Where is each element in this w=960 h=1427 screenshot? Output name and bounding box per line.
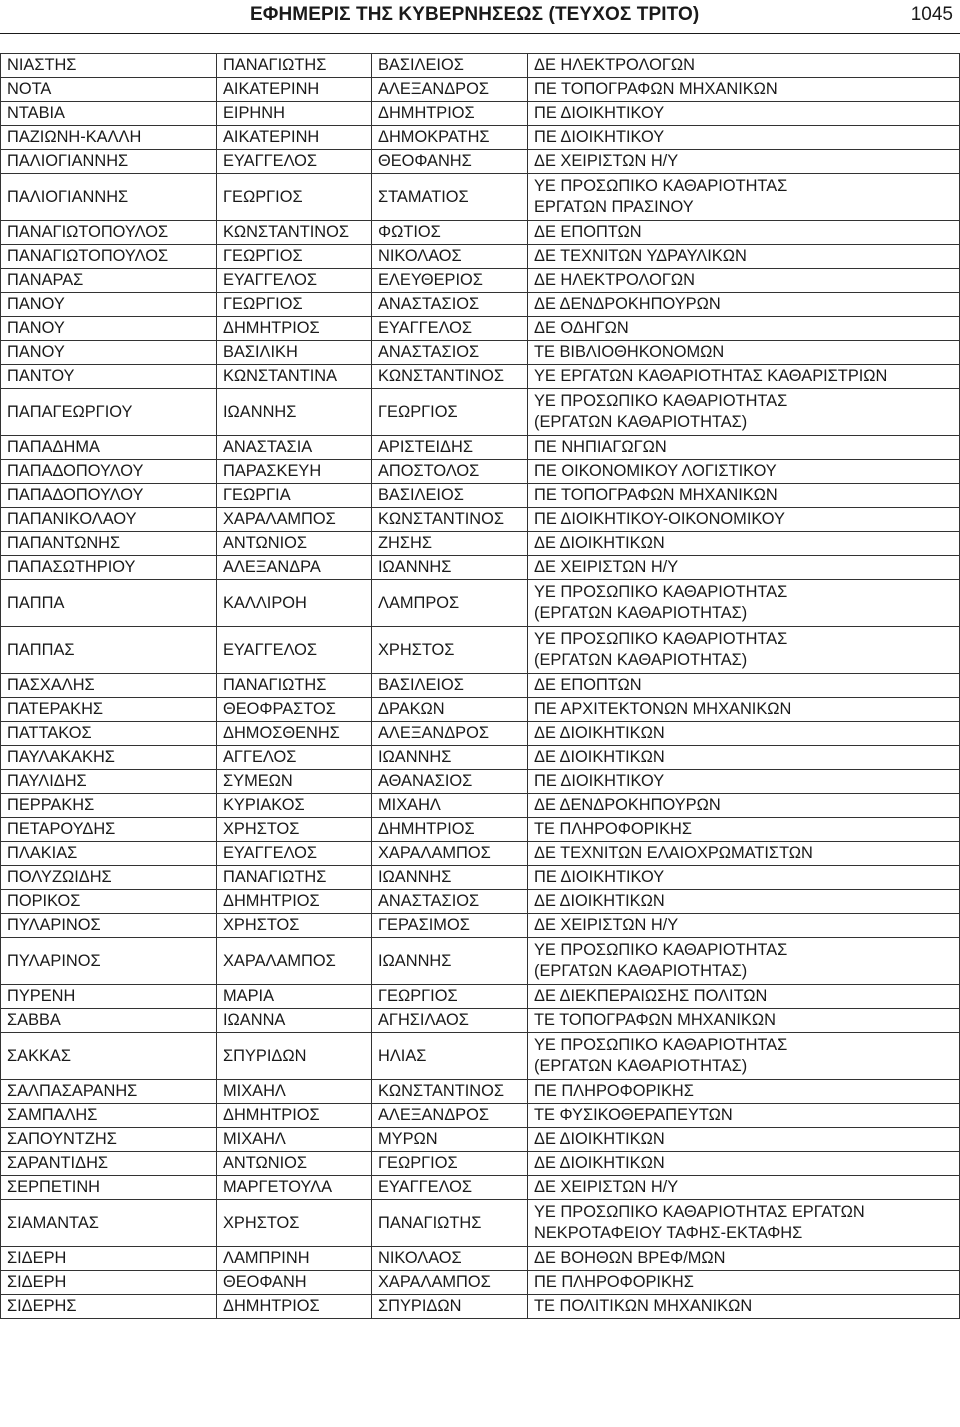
father-name-cell: ΧΑΡΑΛΑΜΠΟΣ — [372, 1271, 528, 1295]
father-name-cell: ΜΥΡΩΝ — [372, 1128, 528, 1152]
specialty-cell — [528, 484, 960, 508]
specialty-line: ΔΕ ΗΛΕΚΤΡΟΛΟΓΩΝ — [534, 56, 695, 74]
father-name-cell: ΑΝΑΣΤΑΣΙΟΣ — [372, 890, 528, 914]
father-name-cell: ΚΩΝΣΤΑΝΤΙΝΟΣ — [372, 508, 528, 532]
father-name-cell: ΑΘΑΝΑΣΙΟΣ — [372, 770, 528, 794]
specialty-line: ΔΕ ΔΙΕΚΠΕΡΑΙΩΣΗΣ ΠΟΛΙΤΩΝ — [534, 987, 768, 1005]
first-name-cell: ΚΩΝΣΤΑΝΤΙΝΑ — [217, 365, 372, 389]
specialty-line: ΠΕ ΔΙΟΙΚΗΤΙΚΟΥ — [534, 868, 665, 886]
surname-cell: ΠΑΠΠΑΣ — [1, 627, 217, 674]
surname-cell: ΝΙΑΣΤΗΣ — [1, 54, 217, 78]
first-name-cell: ΧΡΗΣΤΟΣ — [217, 818, 372, 842]
specialty-cell — [528, 293, 960, 317]
specialty-cell — [528, 1176, 960, 1200]
first-name-cell: ΧΡΗΣΤΟΣ — [217, 914, 372, 938]
surname-cell: ΣΕΡΠΕΤΙΝΗ — [1, 1176, 217, 1200]
table-row — [1, 556, 960, 580]
specialty-cell — [528, 1080, 960, 1104]
first-name-cell: ΑΝΤΩΝΙΟΣ — [217, 1152, 372, 1176]
table-row — [1, 770, 960, 794]
first-name-cell: ΠΑΝΑΓΙΩΤΗΣ — [217, 54, 372, 78]
first-name-cell: ΘΕΟΦΑΝΗ — [217, 1271, 372, 1295]
specialty-line: ΔΕ ΟΔΗΓΩΝ — [534, 319, 629, 337]
father-name-cell: ΣΠΥΡΙΔΩΝ — [372, 1295, 528, 1319]
table-row — [1, 1080, 960, 1104]
surname-cell: ΠΥΛΑΡΙΝΟΣ — [1, 914, 217, 938]
specialty-line: ΥΕ ΠΡΟΣΩΠΙΚΟ ΚΑΘΑΡΙΟΤΗΤΑΣ — [534, 392, 788, 410]
father-name-cell: ΗΛΙΑΣ — [372, 1033, 528, 1080]
table-row — [1, 1033, 960, 1080]
specialty-cell — [528, 627, 960, 674]
specialty-cell — [528, 556, 960, 580]
table-row — [1, 1200, 960, 1247]
specialty-cell — [528, 532, 960, 556]
surname-cell: ΠΑΝΟΥ — [1, 317, 217, 341]
father-name-cell: ΔΡΑΚΩΝ — [372, 698, 528, 722]
specialty-line: ΔΕ ΔΙΟΙΚΗΤΙΚΩΝ — [534, 1154, 665, 1172]
specialty-line: ΠΕ ΔΙΟΙΚΗΤΙΚΟΥ — [534, 772, 665, 790]
specialty-cell — [528, 770, 960, 794]
first-name-cell: ΕΙΡΗΝΗ — [217, 102, 372, 126]
table-row — [1, 938, 960, 985]
surname-cell: ΠΑΥΛΙΔΗΣ — [1, 770, 217, 794]
specialty-line: ΔΕ ΔΙΟΙΚΗΤΙΚΩΝ — [534, 1130, 665, 1148]
table-row — [1, 54, 960, 78]
first-name-cell: ΜΑΡΓΕΤΟΥΛΑ — [217, 1176, 372, 1200]
father-name-cell: ΑΓΗΣΙΛΑΟΣ — [372, 1009, 528, 1033]
specialty-line: ΔΕ ΧΕΙΡΙΣΤΩΝ Η/Υ — [534, 1178, 679, 1196]
surname-cell: ΠΑΝΤΟΥ — [1, 365, 217, 389]
father-name-cell: ΧΡΗΣΤΟΣ — [372, 627, 528, 674]
specialty-cell — [528, 1295, 960, 1319]
father-name-cell: ΠΑΝΑΓΙΩΤΗΣ — [372, 1200, 528, 1247]
surname-cell: ΠΑΝΑΡΑΣ — [1, 269, 217, 293]
personnel-table — [0, 53, 960, 1319]
table-row — [1, 150, 960, 174]
specialty-cell — [528, 508, 960, 532]
specialty-line: ΥΕ ΠΡΟΣΩΠΙΚΟ ΚΑΘΑΡΙΟΤΗΤΑΣ — [534, 1036, 788, 1054]
first-name-cell: ΠΑΝΑΓΙΩΤΗΣ — [217, 866, 372, 890]
surname-cell: ΠΑΠΑΔΟΠΟΥΛΟΥ — [1, 484, 217, 508]
table-row — [1, 78, 960, 102]
surname-cell: ΠΟΛΥΖΩΙΔΗΣ — [1, 866, 217, 890]
specialty-line-2: (ΕΡΓΑΤΩΝ ΚΑΘΑΡΙΟΤΗΤΑΣ) — [534, 604, 748, 622]
table-row — [1, 866, 960, 890]
surname-cell: ΣΑΡΑΝΤΙΔΗΣ — [1, 1152, 217, 1176]
surname-cell: ΝΟΤΑ — [1, 78, 217, 102]
father-name-cell: ΙΩΑΝΝΗΣ — [372, 938, 528, 985]
specialty-cell — [528, 985, 960, 1009]
first-name-cell: ΧΑΡΑΛΑΜΠΟΣ — [217, 938, 372, 985]
first-name-cell: ΙΩΑΝΝΗΣ — [217, 389, 372, 436]
father-name-cell: ΘΕΟΦΑΝΗΣ — [372, 150, 528, 174]
table-row — [1, 1152, 960, 1176]
specialty-cell — [528, 245, 960, 269]
table-row — [1, 746, 960, 770]
table-row — [1, 341, 960, 365]
surname-cell: ΠΕΡΡΑΚΗΣ — [1, 794, 217, 818]
father-name-cell: ΧΑΡΑΛΑΜΠΟΣ — [372, 842, 528, 866]
surname-cell: ΣΑΛΠΑΣΑΡΑΝΗΣ — [1, 1080, 217, 1104]
first-name-cell: ΠΑΝΑΓΙΩΤΗΣ — [217, 674, 372, 698]
father-name-cell: ΔΗΜΗΤΡΙΟΣ — [372, 102, 528, 126]
specialty-line: ΤΕ ΠΟΛΙΤΙΚΩΝ ΜΗΧΑΝΙΚΩΝ — [534, 1297, 753, 1315]
first-name-cell: ΓΕΩΡΓΙΟΣ — [217, 245, 372, 269]
first-name-cell: ΙΩΑΝΝΑ — [217, 1009, 372, 1033]
specialty-line: ΔΕ ΧΕΙΡΙΣΤΩΝ Η/Υ — [534, 558, 679, 576]
table-row — [1, 674, 960, 698]
first-name-cell: ΒΑΣΙΛΙΚΗ — [217, 341, 372, 365]
first-name-cell: ΚΥΡΙΑΚΟΣ — [217, 794, 372, 818]
surname-cell: ΠΑΠΠΑ — [1, 580, 217, 627]
surname-cell: ΠΑΠΑΝΤΩΝΗΣ — [1, 532, 217, 556]
first-name-cell: ΑΓΓΕΛΟΣ — [217, 746, 372, 770]
gazette-title: ΕΦΗΜΕΡΙΣ ΤΗΣ ΚΥΒΕΡΝΗΣΕΩΣ (ΤΕΥΧΟΣ ΤΡΙΤΟ) — [250, 4, 700, 25]
specialty-line: ΔΕ ΔΕΝΔΡΟΚΗΠΟΥΡΩΝ — [534, 796, 721, 814]
surname-cell: ΠΑΣΧΑΛΗΣ — [1, 674, 217, 698]
first-name-cell: ΚΩΝΣΤΑΝΤΙΝΟΣ — [217, 221, 372, 245]
first-name-cell: ΕΥΑΓΓΕΛΟΣ — [217, 269, 372, 293]
surname-cell: ΠΑΤΕΡΑΚΗΣ — [1, 698, 217, 722]
father-name-cell: ΑΛΕΞΑΝΔΡΟΣ — [372, 722, 528, 746]
table-row — [1, 269, 960, 293]
specialty-cell — [528, 794, 960, 818]
specialty-line: ΔΕ ΔΙΟΙΚΗΤΙΚΩΝ — [534, 892, 665, 910]
first-name-cell: ΕΥΑΓΓΕΛΟΣ — [217, 627, 372, 674]
specialty-line: ΠΕ ΔΙΟΙΚΗΤΙΚΟΥ-ΟΙΚΟΝΟΜΙΚΟΥ — [534, 510, 785, 528]
father-name-cell: ΛΑΜΠΡΟΣ — [372, 580, 528, 627]
specialty-cell — [528, 174, 960, 221]
surname-cell: ΣΑΠΟΥΝΤΖΗΣ — [1, 1128, 217, 1152]
first-name-cell: ΓΕΩΡΓΙΟΣ — [217, 174, 372, 221]
specialty-cell — [528, 1009, 960, 1033]
first-name-cell: ΧΑΡΑΛΑΜΠΟΣ — [217, 508, 372, 532]
specialty-line-2: (ΕΡΓΑΤΩΝ ΚΑΘΑΡΙΟΤΗΤΑΣ) — [534, 413, 748, 431]
specialty-cell — [528, 914, 960, 938]
specialty-cell — [528, 269, 960, 293]
specialty-line: ΔΕ ΕΠΟΠΤΩΝ — [534, 223, 642, 241]
specialty-cell — [528, 938, 960, 985]
first-name-cell: ΕΥΑΓΓΕΛΟΣ — [217, 150, 372, 174]
first-name-cell: ΚΑΛΛΙΡΟΗ — [217, 580, 372, 627]
first-name-cell: ΔΗΜΗΤΡΙΟΣ — [217, 1104, 372, 1128]
page-number: 1045 — [910, 4, 953, 25]
table-row — [1, 1104, 960, 1128]
specialty-cell — [528, 221, 960, 245]
table-row — [1, 460, 960, 484]
table-row — [1, 317, 960, 341]
surname-cell: ΠΕΤΑΡΟΥΔΗΣ — [1, 818, 217, 842]
specialty-line: ΠΕ ΠΛΗΡΟΦΟΡΙΚΗΣ — [534, 1082, 694, 1100]
specialty-line-2: ΕΡΓΑΤΩΝ ΠΡΑΣΙΝΟΥ — [534, 198, 694, 216]
specialty-line: ΥΕ ΠΡΟΣΩΠΙΚΟ ΚΑΘΑΡΙΟΤΗΤΑΣ — [534, 177, 788, 195]
first-name-cell: ΔΗΜΗΤΡΙΟΣ — [217, 890, 372, 914]
surname-cell: ΣΙΔΕΡΗ — [1, 1247, 217, 1271]
surname-cell: ΠΟΡΙΚΟΣ — [1, 890, 217, 914]
father-name-cell: ΑΝΑΣΤΑΣΙΟΣ — [372, 293, 528, 317]
father-name-cell: ΝΙΚΟΛΑΟΣ — [372, 245, 528, 269]
first-name-cell: ΜΙΧΑΗΛ — [217, 1080, 372, 1104]
surname-cell: ΠΑΠΑΓΕΩΡΓΙΟΥ — [1, 389, 217, 436]
specialty-line: ΤΕ ΠΛΗΡΟΦΟΡΙΚΗΣ — [534, 820, 693, 838]
father-name-cell: ΚΩΝΣΤΑΝΤΙΝΟΣ — [372, 365, 528, 389]
first-name-cell: ΠΑΡΑΣΚΕΥΗ — [217, 460, 372, 484]
specialty-cell — [528, 722, 960, 746]
specialty-line: ΔΕ ΔΙΟΙΚΗΤΙΚΩΝ — [534, 534, 665, 552]
table-row — [1, 126, 960, 150]
surname-cell: ΠΑΠΑΔΗΜΑ — [1, 436, 217, 460]
first-name-cell: ΜΙΧΑΗΛ — [217, 1128, 372, 1152]
surname-cell: ΠΑΠΑΔΟΠΟΥΛΟΥ — [1, 460, 217, 484]
specialty-cell — [528, 1128, 960, 1152]
surname-cell: ΣΑΜΠΑΛΗΣ — [1, 1104, 217, 1128]
first-name-cell: ΑΙΚΑΤΕΡΙΝΗ — [217, 126, 372, 150]
specialty-line-2: ΝΕΚΡΟΤΑΦΕΙΟΥ ΤΑΦΗΣ-ΕΚΤΑΦΗΣ — [534, 1224, 803, 1242]
first-name-cell: ΜΑΡΙΑ — [217, 985, 372, 1009]
first-name-cell: ΔΗΜΗΤΡΙΟΣ — [217, 1295, 372, 1319]
surname-cell: ΠΑΛΙΟΓΙΑΝΝΗΣ — [1, 150, 217, 174]
surname-cell: ΠΥΛΑΡΙΝΟΣ — [1, 938, 217, 985]
surname-cell: ΣΑΒΒΑ — [1, 1009, 217, 1033]
surname-cell: ΣΙΔΕΡΗΣ — [1, 1295, 217, 1319]
table-row — [1, 698, 960, 722]
specialty-cell — [528, 102, 960, 126]
table-row — [1, 985, 960, 1009]
first-name-cell: ΑΝΤΩΝΙΟΣ — [217, 532, 372, 556]
first-name-cell: ΔΗΜΟΣΘΕΝΗΣ — [217, 722, 372, 746]
specialty-cell — [528, 54, 960, 78]
father-name-cell: ΓΕΩΡΓΙΟΣ — [372, 389, 528, 436]
specialty-line: ΠΕ ΔΙΟΙΚΗΤΙΚΟΥ — [534, 128, 665, 146]
father-name-cell: ΔΗΜΗΤΡΙΟΣ — [372, 818, 528, 842]
father-name-cell: ΚΩΝΣΤΑΝΤΙΝΟΣ — [372, 1080, 528, 1104]
first-name-cell: ΛΑΜΠΡΙΝΗ — [217, 1247, 372, 1271]
specialty-line: ΔΕ ΧΕΙΡΙΣΤΩΝ Η/Υ — [534, 152, 679, 170]
father-name-cell: ΑΛΕΞΑΝΔΡΟΣ — [372, 78, 528, 102]
specialty-cell — [528, 1200, 960, 1247]
surname-cell: ΠΑΝΑΓΙΩΤΟΠΟΥΛΟΣ — [1, 245, 217, 269]
specialty-cell — [528, 317, 960, 341]
first-name-cell: ΑΝΑΣΤΑΣΙΑ — [217, 436, 372, 460]
father-name-cell: ΦΩΤΙΟΣ — [372, 221, 528, 245]
table-row — [1, 293, 960, 317]
table-row — [1, 245, 960, 269]
specialty-line: ΥΕ ΠΡΟΣΩΠΙΚΟ ΚΑΘΑΡΙΟΤΗΤΑΣ — [534, 630, 788, 648]
father-name-cell: ΓΕΩΡΓΙΟΣ — [372, 1152, 528, 1176]
specialty-line: ΠΕ ΔΙΟΙΚΗΤΙΚΟΥ — [534, 104, 665, 122]
specialty-line: ΤΕ ΒΙΒΛΙΟΘΗΚΟΝΟΜΩΝ — [534, 343, 725, 361]
table-row — [1, 627, 960, 674]
table-row — [1, 580, 960, 627]
specialty-line: ΔΕ ΤΕΧΝΙΤΩΝ ΥΔΡΑΥΛΙΚΩΝ — [534, 247, 747, 265]
specialty-line: ΔΕ ΧΕΙΡΙΣΤΩΝ Η/Υ — [534, 916, 679, 934]
surname-cell: ΠΑΝΟΥ — [1, 341, 217, 365]
father-name-cell: ΙΩΑΝΝΗΣ — [372, 866, 528, 890]
specialty-cell — [528, 842, 960, 866]
first-name-cell: ΑΛΕΞΑΝΔΡΑ — [217, 556, 372, 580]
father-name-cell: ΒΑΣΙΛΕΙΟΣ — [372, 484, 528, 508]
specialty-line: ΔΕ ΕΠΟΠΤΩΝ — [534, 676, 642, 694]
table-row — [1, 722, 960, 746]
specialty-cell — [528, 1033, 960, 1080]
surname-cell: ΠΑΠΑΝΙΚΟΛΑΟΥ — [1, 508, 217, 532]
first-name-cell: ΘΕΟΦΡΑΣΤΟΣ — [217, 698, 372, 722]
specialty-cell — [528, 674, 960, 698]
specialty-cell — [528, 818, 960, 842]
first-name-cell: ΧΡΗΣΤΟΣ — [217, 1200, 372, 1247]
table-row — [1, 1271, 960, 1295]
father-name-cell: ΓΕΡΑΣΙΜΟΣ — [372, 914, 528, 938]
specialty-line-2: (ΕΡΓΑΤΩΝ ΚΑΘΑΡΙΟΤΗΤΑΣ) — [534, 651, 748, 669]
specialty-line-2: (ΕΡΓΑΤΩΝ ΚΑΘΑΡΙΟΤΗΤΑΣ) — [534, 962, 748, 980]
header-rule — [0, 33, 960, 34]
surname-cell: ΠΑΥΛΑΚΑΚΗΣ — [1, 746, 217, 770]
father-name-cell: ΜΙΧΑΗΛ — [372, 794, 528, 818]
specialty-cell — [528, 746, 960, 770]
surname-cell: ΝΤΑΒΙΑ — [1, 102, 217, 126]
specialty-cell — [528, 389, 960, 436]
surname-cell: ΠΑΛΙΟΓΙΑΝΝΗΣ — [1, 174, 217, 221]
specialty-cell — [528, 580, 960, 627]
first-name-cell: ΓΕΩΡΓΙΟΣ — [217, 293, 372, 317]
specialty-line: ΥΕ ΠΡΟΣΩΠΙΚΟ ΚΑΘΑΡΙΟΤΗΤΑΣ — [534, 941, 788, 959]
specialty-line: ΥΕ ΠΡΟΣΩΠΙΚΟ ΚΑΘΑΡΙΟΤΗΤΑΣ ΕΡΓΑΤΩΝ — [534, 1203, 865, 1221]
specialty-cell — [528, 698, 960, 722]
first-name-cell: ΓΕΩΡΓΙΑ — [217, 484, 372, 508]
table-row — [1, 1009, 960, 1033]
surname-cell: ΣΙΔΕΡΗ — [1, 1271, 217, 1295]
specialty-line: ΠΕ ΝΗΠΙΑΓΩΓΩΝ — [534, 438, 667, 456]
first-name-cell: ΣΥΜΕΩΝ — [217, 770, 372, 794]
specialty-line: ΔΕ ΒΟΗΘΩΝ ΒΡΕΦ/ΜΩΝ — [534, 1249, 726, 1267]
father-name-cell: ΑΛΕΞΑΝΔΡΟΣ — [372, 1104, 528, 1128]
specialty-cell — [528, 341, 960, 365]
table-row — [1, 508, 960, 532]
surname-cell: ΣΙΑΜΑΝΤΑΣ — [1, 1200, 217, 1247]
specialty-cell — [528, 1104, 960, 1128]
table-row — [1, 794, 960, 818]
father-name-cell: ΖΗΣΗΣ — [372, 532, 528, 556]
father-name-cell: ΝΙΚΟΛΑΟΣ — [372, 1247, 528, 1271]
father-name-cell: ΙΩΑΝΝΗΣ — [372, 746, 528, 770]
father-name-cell: ΒΑΣΙΛΕΙΟΣ — [372, 54, 528, 78]
table-row — [1, 914, 960, 938]
specialty-cell — [528, 460, 960, 484]
father-name-cell: ΒΑΣΙΛΕΙΟΣ — [372, 674, 528, 698]
surname-cell: ΠΑΝΟΥ — [1, 293, 217, 317]
specialty-cell — [528, 78, 960, 102]
surname-cell: ΠΑΠΑΣΩΤΗΡΙΟΥ — [1, 556, 217, 580]
first-name-cell: ΕΥΑΓΓΕΛΟΣ — [217, 842, 372, 866]
father-name-cell: ΙΩΑΝΝΗΣ — [372, 556, 528, 580]
surname-cell: ΠΛΑΚΙΑΣ — [1, 842, 217, 866]
table-row — [1, 1247, 960, 1271]
surname-cell: ΣΑΚΚΑΣ — [1, 1033, 217, 1080]
first-name-cell: ΑΙΚΑΤΕΡΙΝΗ — [217, 78, 372, 102]
table-row — [1, 1128, 960, 1152]
table-row — [1, 389, 960, 436]
specialty-cell — [528, 890, 960, 914]
specialty-cell — [528, 1271, 960, 1295]
father-name-cell: ΓΕΩΡΓΙΟΣ — [372, 985, 528, 1009]
father-name-cell: ΕΥΑΓΓΕΛΟΣ — [372, 317, 528, 341]
table-row — [1, 174, 960, 221]
specialty-line: ΤΕ ΦΥΣΙΚΟΘΕΡΑΠΕΥΤΩΝ — [534, 1106, 733, 1124]
specialty-cell — [528, 1247, 960, 1271]
specialty-line: ΔΕ ΔΙΟΙΚΗΤΙΚΩΝ — [534, 724, 665, 742]
table-row — [1, 484, 960, 508]
surname-cell: ΠΑΖΙΩΝΗ-ΚΑΛΛΗ — [1, 126, 217, 150]
specialty-line: ΠΕ ΠΛΗΡΟΦΟΡΙΚΗΣ — [534, 1273, 694, 1291]
specialty-line: ΠΕ ΤΟΠΟΓΡΑΦΩΝ ΜΗΧΑΝΙΚΩΝ — [534, 486, 778, 504]
specialty-line: ΥΕ ΕΡΓΑΤΩΝ ΚΑΘΑΡΙΟΤΗΤΑΣ ΚΑΘΑΡΙΣΤΡΙΩΝ — [534, 367, 888, 385]
table-row — [1, 890, 960, 914]
specialty-line: ΔΕ ΗΛΕΚΤΡΟΛΟΓΩΝ — [534, 271, 695, 289]
specialty-line: ΠΕ ΤΟΠΟΓΡΑΦΩΝ ΜΗΧΑΝΙΚΩΝ — [534, 80, 778, 98]
table-row — [1, 102, 960, 126]
table-row — [1, 532, 960, 556]
table-row — [1, 818, 960, 842]
father-name-cell: ΕΛΕΥΘΕΡΙΟΣ — [372, 269, 528, 293]
father-name-cell: ΑΠΟΣΤΟΛΟΣ — [372, 460, 528, 484]
specialty-line: ΔΕ ΤΕΧΝΙΤΩΝ ΕΛΑΙΟΧΡΩΜΑΤΙΣΤΩΝ — [534, 844, 813, 862]
specialty-cell — [528, 365, 960, 389]
father-name-cell: ΕΥΑΓΓΕΛΟΣ — [372, 1176, 528, 1200]
specialty-cell — [528, 150, 960, 174]
father-name-cell: ΔΗΜΟΚΡΑΤΗΣ — [372, 126, 528, 150]
specialty-line: ΠΕ ΑΡΧΙΤΕΚΤΟΝΩΝ ΜΗΧΑΝΙΚΩΝ — [534, 700, 792, 718]
personnel-table-body — [1, 54, 960, 1319]
table-row — [1, 221, 960, 245]
specialty-line: ΔΕ ΔΙΟΙΚΗΤΙΚΩΝ — [534, 748, 665, 766]
surname-cell: ΠΥΡΕΝΗ — [1, 985, 217, 1009]
father-name-cell: ΣΤΑΜΑΤΙΟΣ — [372, 174, 528, 221]
specialty-line: ΔΕ ΔΕΝΔΡΟΚΗΠΟΥΡΩΝ — [534, 295, 721, 313]
specialty-line: ΤΕ ΤΟΠΟΓΡΑΦΩΝ ΜΗΧΑΝΙΚΩΝ — [534, 1011, 776, 1029]
father-name-cell: ΑΝΑΣΤΑΣΙΟΣ — [372, 341, 528, 365]
surname-cell: ΠΑΝΑΓΙΩΤΟΠΟΥΛΟΣ — [1, 221, 217, 245]
table-row — [1, 1176, 960, 1200]
specialty-cell — [528, 866, 960, 890]
specialty-cell — [528, 436, 960, 460]
first-name-cell: ΔΗΜΗΤΡΙΟΣ — [217, 317, 372, 341]
specialty-line-2: (ΕΡΓΑΤΩΝ ΚΑΘΑΡΙΟΤΗΤΑΣ) — [534, 1057, 748, 1075]
specialty-cell — [528, 126, 960, 150]
specialty-line: ΥΕ ΠΡΟΣΩΠΙΚΟ ΚΑΘΑΡΙΟΤΗΤΑΣ — [534, 583, 788, 601]
table-row — [1, 842, 960, 866]
page-header — [0, 0, 960, 32]
table-row — [1, 365, 960, 389]
table-row — [1, 436, 960, 460]
first-name-cell: ΣΠΥΡΙΔΩΝ — [217, 1033, 372, 1080]
table-row — [1, 1295, 960, 1319]
father-name-cell: ΑΡΙΣΤΕΙΔΗΣ — [372, 436, 528, 460]
specialty-cell — [528, 1152, 960, 1176]
surname-cell: ΠΑΤΤΑΚΟΣ — [1, 722, 217, 746]
specialty-line: ΠΕ ΟΙΚΟΝΟΜΙΚΟΥ ΛΟΓΙΣΤΙΚΟΥ — [534, 462, 777, 480]
